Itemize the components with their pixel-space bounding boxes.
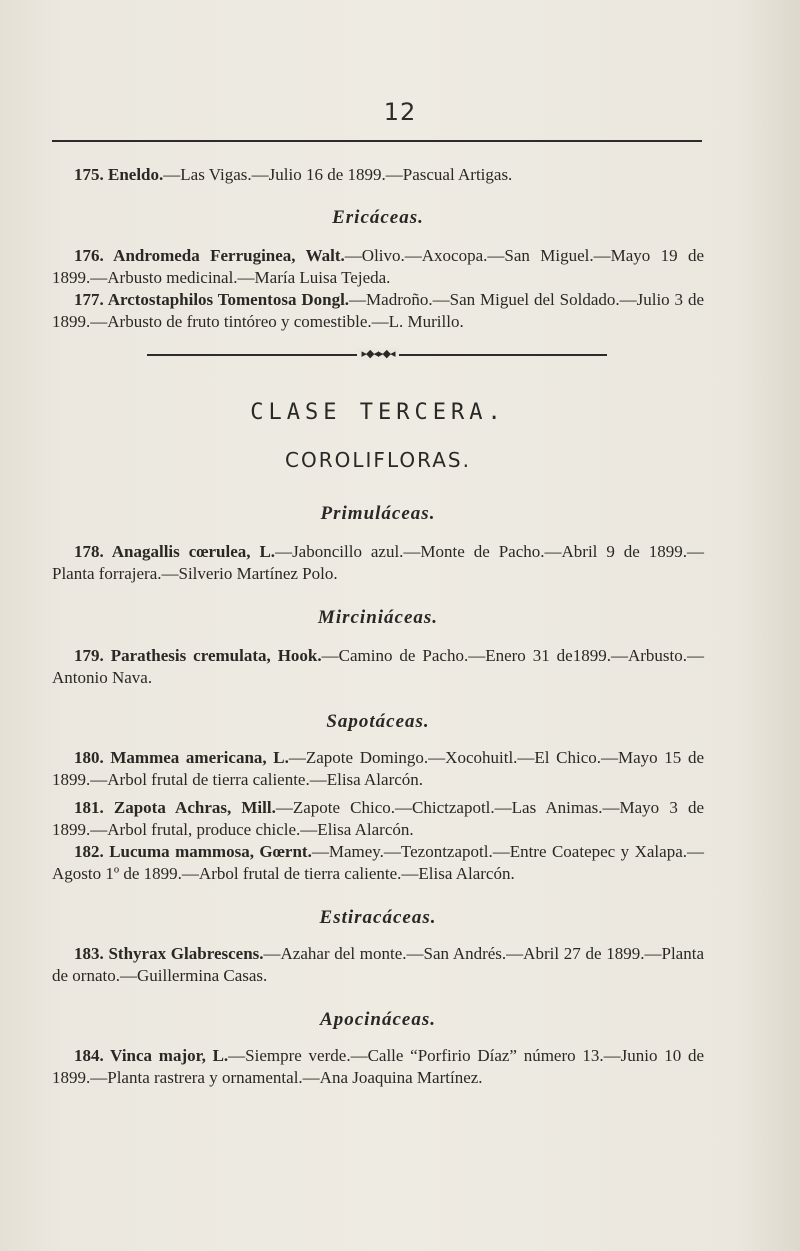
entry-name: 179. Parathesis cremulata, Hook. xyxy=(74,646,322,665)
page-body xyxy=(52,144,704,1089)
section-ornament xyxy=(52,345,704,365)
entry-text: —Mamey.—Tezontzapotl.—Entre Coatepec y Xalapa.—Agosto 1º de 1899.—Arbol frutal de tierra caliente.—Elisa Alarcón. xyxy=(52,842,704,883)
entry-name: 176. Andromeda Ferruginea, Walt. xyxy=(74,246,345,265)
entry-text: —Camino de Pacho.—Enero 31 de1899.—Arbusto.—Antonio Nava. xyxy=(52,646,704,687)
entry-text: —Zapote Chico.—Chictzapotl.—Las Animas.—Mayo 3 de 1899.—Arbol frutal, produce chicle.—Elisa Alarcón. xyxy=(52,798,704,839)
entry-179 xyxy=(52,645,704,689)
class-title: CLASE TERCERA. xyxy=(250,400,506,425)
entry-182 xyxy=(52,841,704,885)
entry-178 xyxy=(52,541,704,585)
entry-name: 184. Vinca major, L. xyxy=(74,1046,229,1065)
page-number: 12 xyxy=(383,98,417,126)
entry-184 xyxy=(52,1045,704,1089)
entry-176 xyxy=(52,245,704,289)
entry-text: —Azahar del monte.—San Andrés.—Abril 27 de 1899.—Planta de ornato.—Guillermina Casas. xyxy=(52,944,704,985)
family-heading-apocinaceas: Apocináceas. xyxy=(320,1009,436,1030)
entry-text: —Olivo.—Axocopa.—San Miguel.—Mayo 19 de 1899.—Arbusto medicinal.—María Luisa Tejeda. xyxy=(52,246,704,287)
entry-180 xyxy=(52,747,704,791)
entry-text: —Siempre verde.—Calle “Porfirio Díaz” número 13.—Junio 10 de 1899.—Planta rastrera y ornamental.—Ana Joaquina Martínez. xyxy=(52,1046,704,1087)
subclass-title: COROLIFLORAS. xyxy=(285,448,471,472)
entry-name: 177. Arctostaphilos Tomentosa Dongl. xyxy=(74,290,350,309)
family-heading-primulaceas: Primuláceas. xyxy=(320,503,436,524)
entry-text: —Las Vigas.—Julio 16 de 1899.—Pascual Artigas. xyxy=(163,165,513,184)
family-heading-sapotaceas: Sapotáceas. xyxy=(326,711,430,732)
entry-181 xyxy=(52,797,704,841)
entry-183 xyxy=(52,943,704,987)
entry-name: 181. Zapota Achras, Mill. xyxy=(74,798,276,817)
entry-text: —Zapote Domingo.—Xocohuitl.—El Chico.—Mayo 15 de 1899.—Arbol frutal de tierra caliente.—Elisa Alarcón. xyxy=(52,748,704,789)
entry-177 xyxy=(52,289,704,333)
entry-name: 182. Lucuma mammosa, Gœrnt. xyxy=(74,842,312,861)
family-heading-ericaceas: Ericáceas. xyxy=(332,207,424,228)
entry-text: —Jaboncillo azul.—Monte de Pacho.—Abril 9 de 1899.—Planta forrajera.—Silverio Martínez Polo. xyxy=(52,542,704,583)
family-heading-estiracaceas: Estiracáceas. xyxy=(319,907,437,928)
ornament-glyphs: ▸◆◂▸◆◂ xyxy=(52,347,704,360)
entry-175 xyxy=(52,164,704,186)
entry-name: 180. Mammea americana, L. xyxy=(74,748,289,767)
entry-name: 175. Eneldo. xyxy=(74,165,164,184)
family-heading-mirciniaceas: Mirciniáceas. xyxy=(317,607,439,628)
entry-name: 178. Anagallis cœrulea, L. xyxy=(74,542,276,561)
entry-name: 183. Sthyrax Glabrescens. xyxy=(74,944,264,963)
header-rule xyxy=(52,140,702,142)
entry-text: —Madroño.—San Miguel del Soldado.—Julio 3 de 1899.—Arbusto de fruto tintóreo y comestible.—L. Murillo. xyxy=(52,290,704,331)
